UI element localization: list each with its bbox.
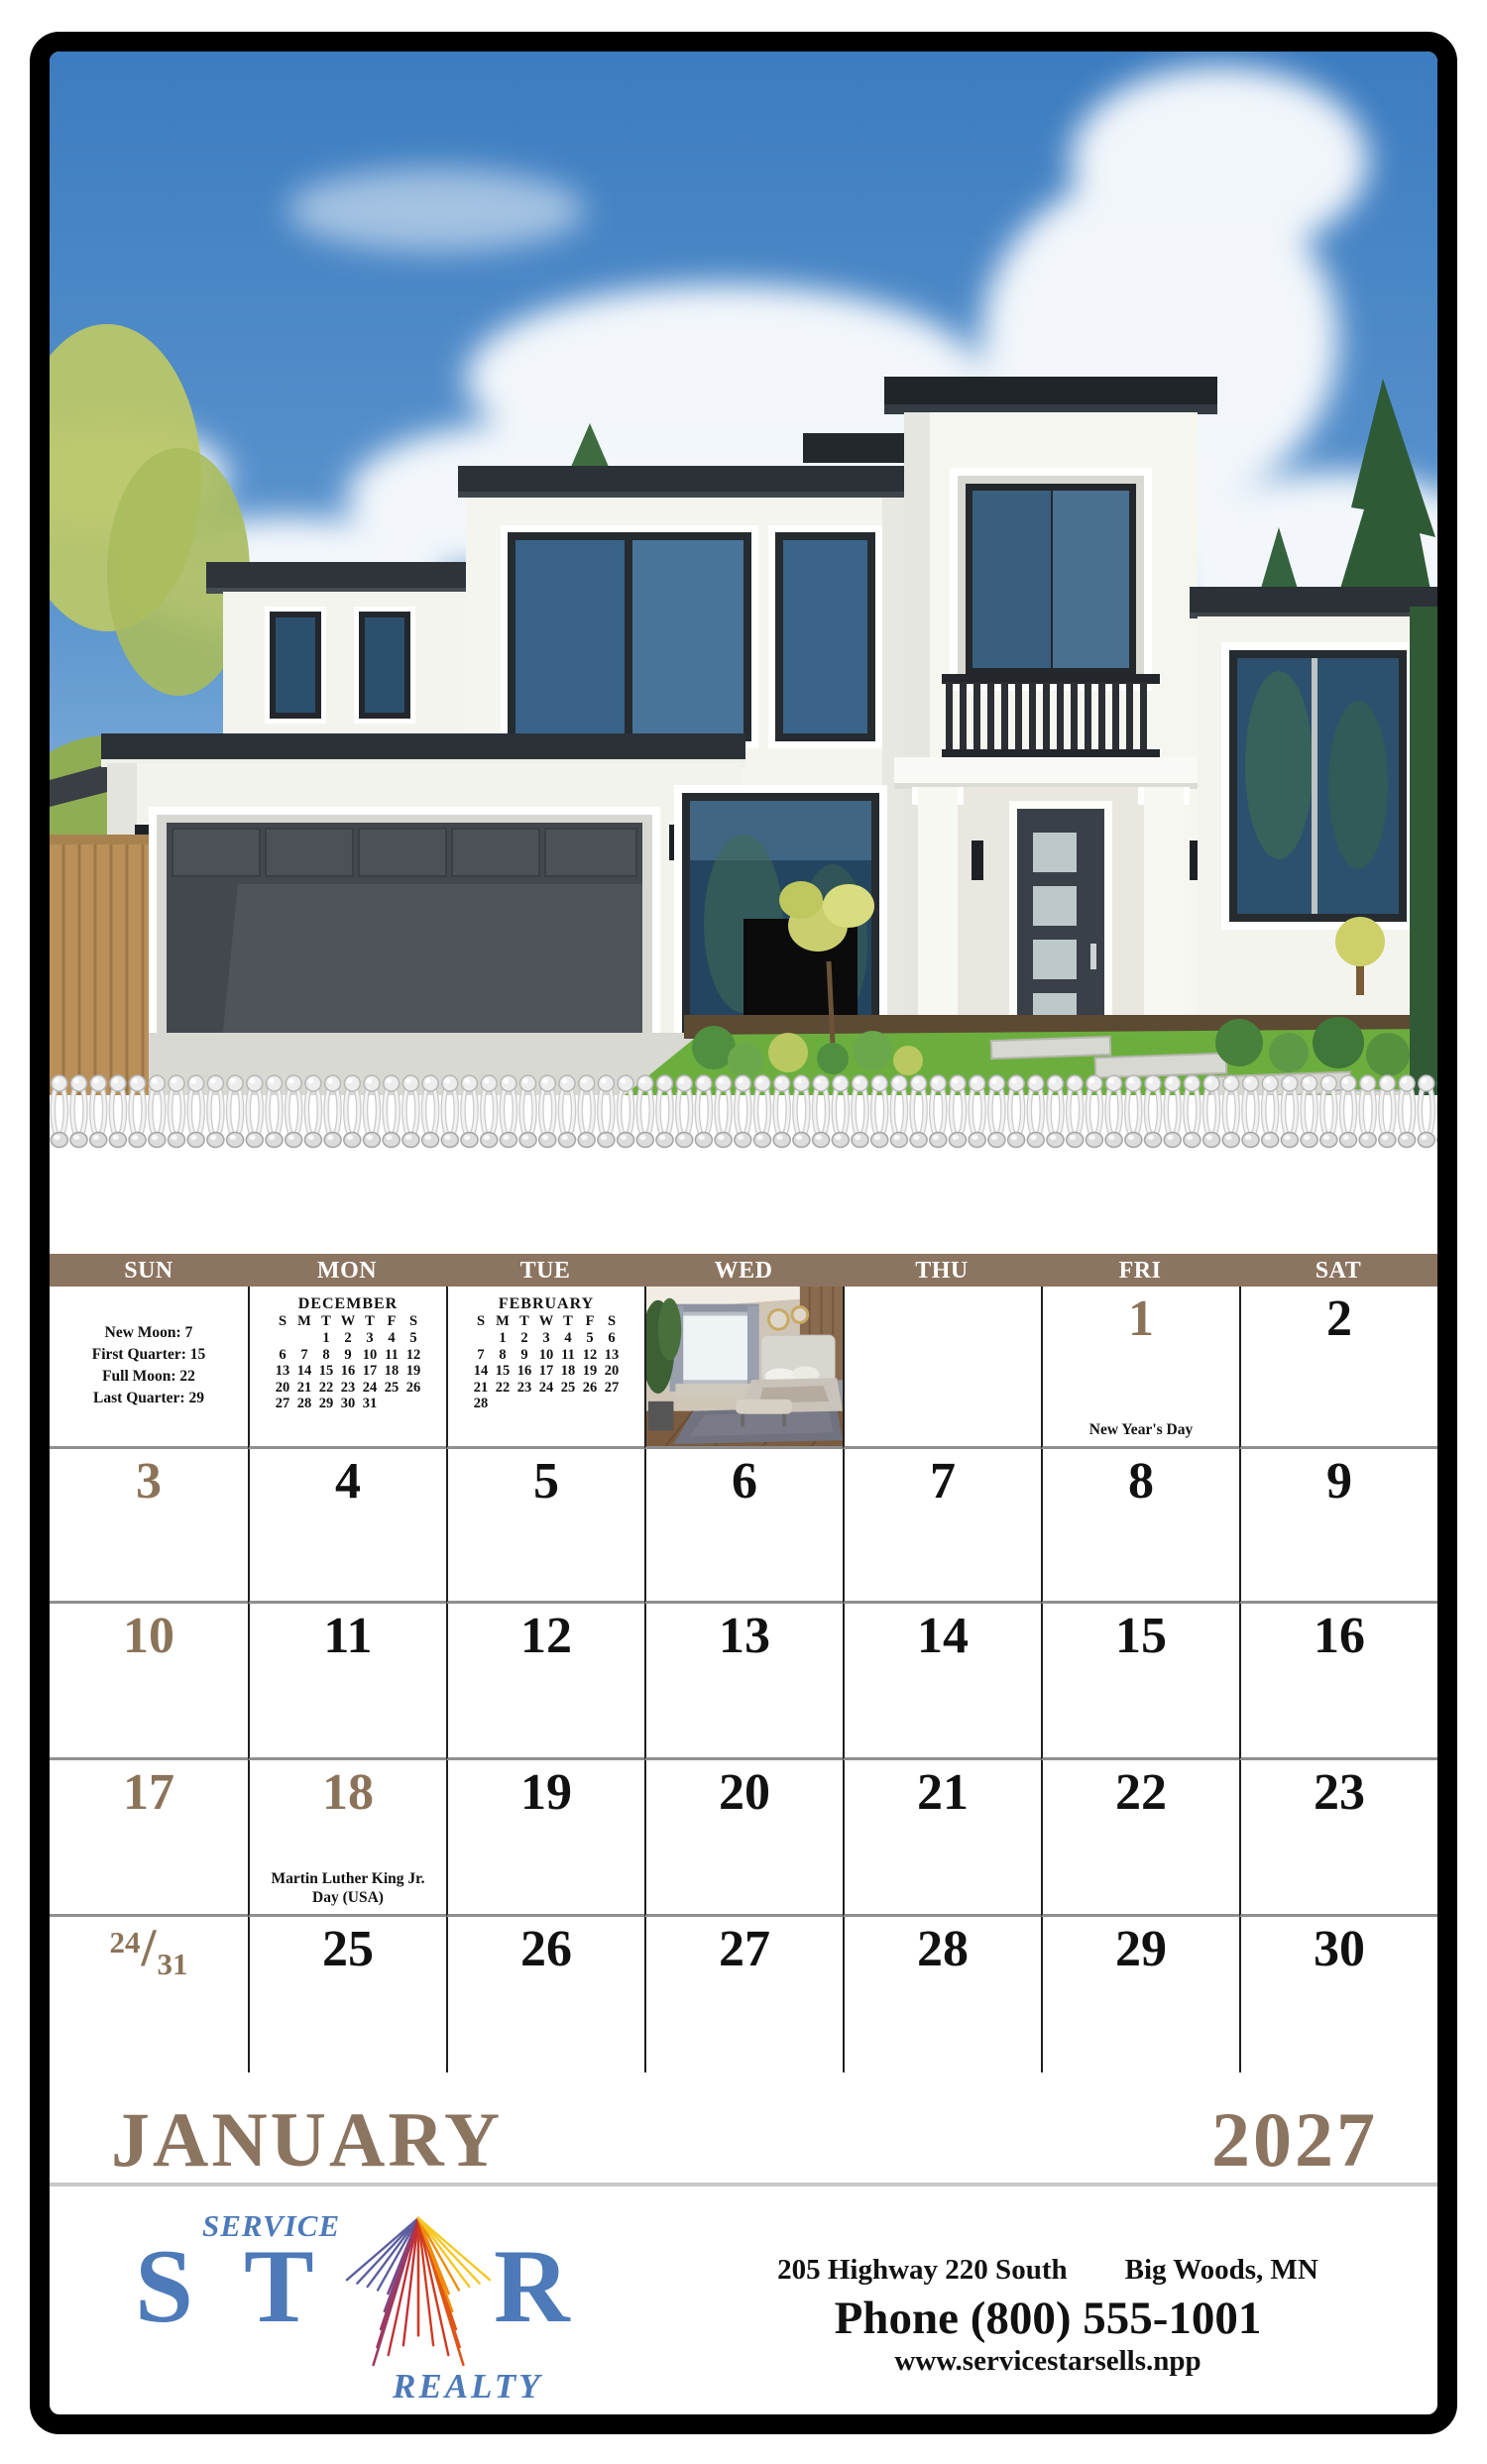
mini-day-number (535, 1396, 557, 1412)
mini-day-number: 2 (520, 1330, 528, 1346)
advertiser-contact (694, 2254, 1402, 2378)
cell-jan-14 (843, 1604, 1041, 1760)
cell-moon-phases (50, 1287, 248, 1449)
phone-number: Phone (800) 555-1001 (834, 2293, 1262, 2344)
date-number: 12 (520, 1608, 572, 1664)
date-number: 5 (533, 1453, 559, 1510)
cell-jan-16 (1239, 1604, 1437, 1760)
date-number: 27 (719, 1921, 770, 1977)
cell-jan-29 (1041, 1917, 1239, 2072)
cell-jan-6 (644, 1449, 843, 1604)
mini-day-number: 4 (388, 1330, 396, 1346)
month-title: JANUARY (111, 2095, 504, 2183)
date-number: 8 (1128, 1453, 1154, 1510)
mini-day-letter: F (585, 1313, 595, 1329)
mini-day-number: 26 (582, 1379, 598, 1396)
holiday-line: Martin Luther King Jr. (271, 1870, 425, 1887)
mini-day-number (293, 1330, 315, 1347)
cell-jan-9 (1239, 1449, 1437, 1604)
cell-jan-23 (1239, 1760, 1437, 1917)
mini-day-number: 16 (516, 1363, 532, 1379)
weekday-fri: FRI (1118, 1258, 1162, 1284)
mini-day-number (381, 1396, 402, 1412)
mini-day-number: 7 (477, 1346, 485, 1363)
cell-mini-february (446, 1287, 644, 1449)
website-url: www.servicestarsells.npp (894, 2345, 1201, 2378)
mini-day-number: 27 (275, 1396, 290, 1411)
calendar-page (30, 32, 1457, 2434)
cell-jan-26 (446, 1917, 644, 2072)
weekday-sun: SUN (124, 1258, 173, 1284)
mini-day-number (272, 1330, 293, 1347)
mini-day-number: 19 (405, 1363, 421, 1379)
mini-day-number: 7 (300, 1346, 308, 1363)
mini-day-number: 30 (340, 1396, 356, 1411)
mini-day-grid (250, 1330, 446, 1412)
mini-day-number: 6 (608, 1330, 616, 1346)
mini-calendar-december (250, 1287, 446, 1412)
mini-day-number: 25 (384, 1379, 400, 1396)
advertiser-logo (95, 2208, 611, 2418)
cell-jan-19 (446, 1760, 644, 1917)
address-line (694, 2254, 1402, 2287)
date-number: 3 (136, 1453, 162, 1510)
cell-jan-13 (644, 1604, 843, 1760)
date-number: 22 (1115, 1764, 1167, 1821)
footer-divider (50, 2183, 1437, 2186)
date-31: 31 (157, 1947, 188, 1981)
mini-day-number: 22 (318, 1379, 334, 1396)
date-number: 25 (322, 1921, 374, 1977)
mini-day-number: 2 (344, 1330, 352, 1346)
mini-day-number: 18 (560, 1363, 576, 1379)
mini-day-number: 27 (604, 1379, 620, 1396)
mini-calendar-title: DECEMBER (297, 1295, 399, 1312)
mini-day-number: 23 (340, 1379, 356, 1396)
month-band (50, 2083, 1437, 2183)
mini-day-number: 17 (362, 1363, 378, 1379)
mini-day-number: 4 (564, 1330, 572, 1346)
date-number: 15 (1115, 1608, 1167, 1664)
bedroom-inset-photo (646, 1287, 843, 1446)
wooden-fence (50, 835, 149, 1095)
cell-jan-7 (843, 1449, 1041, 1604)
cell-jan-10 (50, 1604, 248, 1760)
mini-day-number: 3 (542, 1330, 550, 1346)
date-24: 24 (109, 1925, 141, 1960)
weekday-mon: MON (316, 1258, 378, 1284)
mini-day-number: 8 (322, 1346, 330, 1363)
mini-day-letter: S (278, 1313, 287, 1329)
cell-jan-22 (1041, 1760, 1239, 1917)
mini-day-number: 13 (275, 1363, 290, 1379)
moon-phase-line: First Quarter: 15 (91, 1346, 206, 1363)
mini-day-number: 25 (560, 1379, 576, 1396)
mini-day-number: 20 (604, 1363, 620, 1379)
mini-day-letter: T (519, 1313, 529, 1329)
mini-day-number: 1 (322, 1330, 330, 1346)
weekday-sat: SAT (1315, 1258, 1362, 1284)
cell-jan-25 (248, 1917, 446, 2072)
date-number: 16 (1314, 1608, 1365, 1664)
mini-day-number: 13 (604, 1346, 620, 1363)
date-number: 18 (322, 1764, 374, 1821)
logo-letter-s: S (135, 2228, 193, 2344)
mini-day-letter: M (297, 1313, 311, 1329)
mini-day-number (557, 1396, 579, 1412)
mini-calendar-february (448, 1287, 644, 1412)
mini-day-number: 20 (275, 1379, 290, 1396)
mini-day-number: 22 (495, 1379, 511, 1396)
mini-day-number: 11 (385, 1346, 399, 1363)
cell-jan-4 (248, 1449, 446, 1604)
cell-jan-8 (1041, 1449, 1239, 1604)
mini-day-letter: M (496, 1313, 510, 1329)
logo-letter-t: T (244, 2228, 314, 2344)
mini-day-number: 12 (582, 1346, 598, 1363)
cell-jan-5 (446, 1449, 644, 1604)
date-number: 7 (930, 1453, 956, 1510)
mini-day-number (514, 1396, 535, 1412)
mini-day-letter: T (365, 1313, 375, 1329)
mini-day-number (470, 1330, 492, 1347)
mini-day-number: 15 (495, 1363, 511, 1379)
date-number: 23 (1314, 1764, 1365, 1821)
date-number: 26 (520, 1921, 572, 1977)
mini-day-number: 17 (538, 1363, 554, 1379)
mini-day-number: 31 (362, 1396, 378, 1411)
cell-inset-photo (644, 1287, 843, 1449)
mini-day-number: 16 (340, 1363, 356, 1379)
address-street: 205 Highway 220 South (777, 2254, 1068, 2286)
mini-day-number: 8 (499, 1346, 507, 1363)
date-number: 4 (335, 1453, 361, 1510)
date-number: 6 (732, 1453, 757, 1510)
mini-day-number (402, 1396, 424, 1412)
weekday-wed: WED (714, 1258, 773, 1284)
mini-day-number (601, 1396, 623, 1412)
cell-jan-18 (248, 1760, 446, 1917)
date-number: 10 (123, 1608, 174, 1664)
mini-day-number: 5 (409, 1330, 417, 1346)
mini-day-number: 18 (384, 1363, 400, 1379)
mini-day-number: 11 (561, 1346, 575, 1363)
mini-day-letter: S (607, 1313, 617, 1329)
date-number: 1 (1128, 1290, 1154, 1347)
mini-day-number (579, 1396, 601, 1412)
date-number: 13 (719, 1608, 770, 1664)
mini-day-number: 19 (582, 1363, 598, 1379)
mini-day-letters (250, 1313, 446, 1330)
house-photo-illustration (50, 52, 1437, 1095)
logo-realty-text: REALTY (393, 2367, 543, 2406)
date-number: 28 (917, 1921, 969, 1977)
mini-day-number: 14 (473, 1363, 489, 1379)
mini-day-letters (448, 1313, 644, 1330)
date-number: 20 (719, 1764, 770, 1821)
cell-jan-30 (1239, 1917, 1437, 2072)
weekday-tue: TUE (519, 1258, 571, 1284)
cell-empty-thu (843, 1287, 1041, 1449)
cell-jan-17 (50, 1760, 248, 1917)
mini-day-letter: T (321, 1313, 331, 1329)
cell-jan-12 (446, 1604, 644, 1760)
mini-day-letter: F (387, 1313, 397, 1329)
moon-phase-list (50, 1287, 248, 1409)
logo-letter-r: R (494, 2228, 570, 2344)
mini-day-number: 26 (405, 1379, 421, 1396)
moon-phase-line: New Moon: 7 (104, 1324, 193, 1341)
mini-day-number: 1 (499, 1330, 507, 1346)
mini-day-number: 14 (296, 1363, 312, 1379)
holiday-label (253, 1869, 443, 1907)
date-number: 14 (917, 1608, 969, 1664)
cell-jan-3 (50, 1449, 248, 1604)
holiday-line: Day (USA) (312, 1889, 384, 1906)
mini-day-number: 10 (362, 1346, 378, 1363)
date-number: 29 (1115, 1921, 1167, 1977)
mini-day-letter: T (563, 1313, 573, 1329)
date-number: 17 (123, 1764, 174, 1821)
year-title: 2027 (1211, 2095, 1378, 2183)
mini-day-number: 5 (586, 1330, 594, 1346)
address-city: Big Woods, MN (1124, 2254, 1318, 2286)
weekday-header-bar (50, 1254, 1437, 1287)
mini-day-grid (448, 1330, 644, 1412)
cell-jan-2 (1239, 1287, 1437, 1449)
date-number: 19 (520, 1764, 572, 1821)
cell-jan-1 (1041, 1287, 1239, 1449)
mini-day-number: 23 (516, 1379, 532, 1396)
mini-day-number: 9 (344, 1346, 352, 1363)
mini-calendar-title: FEBRUARY (498, 1295, 595, 1312)
date-number: 2 (1326, 1290, 1352, 1347)
date-slash: / (141, 1918, 157, 1977)
mini-day-number: 24 (538, 1379, 554, 1396)
holiday-label: New Year's Day (1088, 1421, 1194, 1438)
date-number: 11 (323, 1608, 373, 1664)
mini-day-number (492, 1396, 514, 1412)
mini-day-number: 9 (520, 1346, 528, 1363)
mini-day-number: 15 (318, 1363, 334, 1379)
cell-jan-24-31 (50, 1917, 248, 2072)
star-icon (345, 2208, 492, 2379)
weekday-thu: THU (915, 1258, 969, 1284)
mini-day-number: 6 (279, 1346, 286, 1363)
calendar-grid (50, 1287, 1437, 2072)
cell-jan-27 (644, 1917, 843, 2072)
logo-service-text: SERVICE (202, 2208, 341, 2243)
mini-day-number: 21 (473, 1379, 489, 1396)
spiral-binding (50, 1070, 1437, 1155)
cover-photo (50, 52, 1437, 1095)
cell-jan-28 (843, 1917, 1041, 2072)
date-number: 30 (1314, 1921, 1365, 1977)
mini-day-number: 3 (366, 1330, 374, 1346)
moon-phase-line: Full Moon: 22 (102, 1368, 195, 1385)
date-number-split (50, 1918, 248, 1981)
mini-day-number: 12 (405, 1346, 421, 1363)
mini-day-number: 24 (362, 1379, 378, 1396)
mini-day-number: 21 (296, 1379, 312, 1396)
date-number: 9 (1326, 1453, 1352, 1510)
cell-mini-december (248, 1287, 446, 1449)
mini-day-letter: W (340, 1313, 356, 1329)
cell-jan-21 (843, 1760, 1041, 1917)
mini-day-number: 29 (318, 1396, 334, 1411)
mini-day-letter: S (476, 1313, 486, 1329)
cell-jan-15 (1041, 1604, 1239, 1760)
mini-day-number: 28 (473, 1396, 489, 1411)
mini-day-number: 28 (296, 1396, 312, 1411)
mini-day-number: 10 (538, 1346, 554, 1363)
cell-jan-11 (248, 1604, 446, 1760)
cell-jan-20 (644, 1760, 843, 1917)
date-number: 21 (917, 1764, 969, 1821)
mini-day-letter: W (538, 1313, 554, 1329)
moon-phase-line: Last Quarter: 29 (93, 1390, 204, 1406)
mini-day-letter: S (408, 1313, 418, 1329)
